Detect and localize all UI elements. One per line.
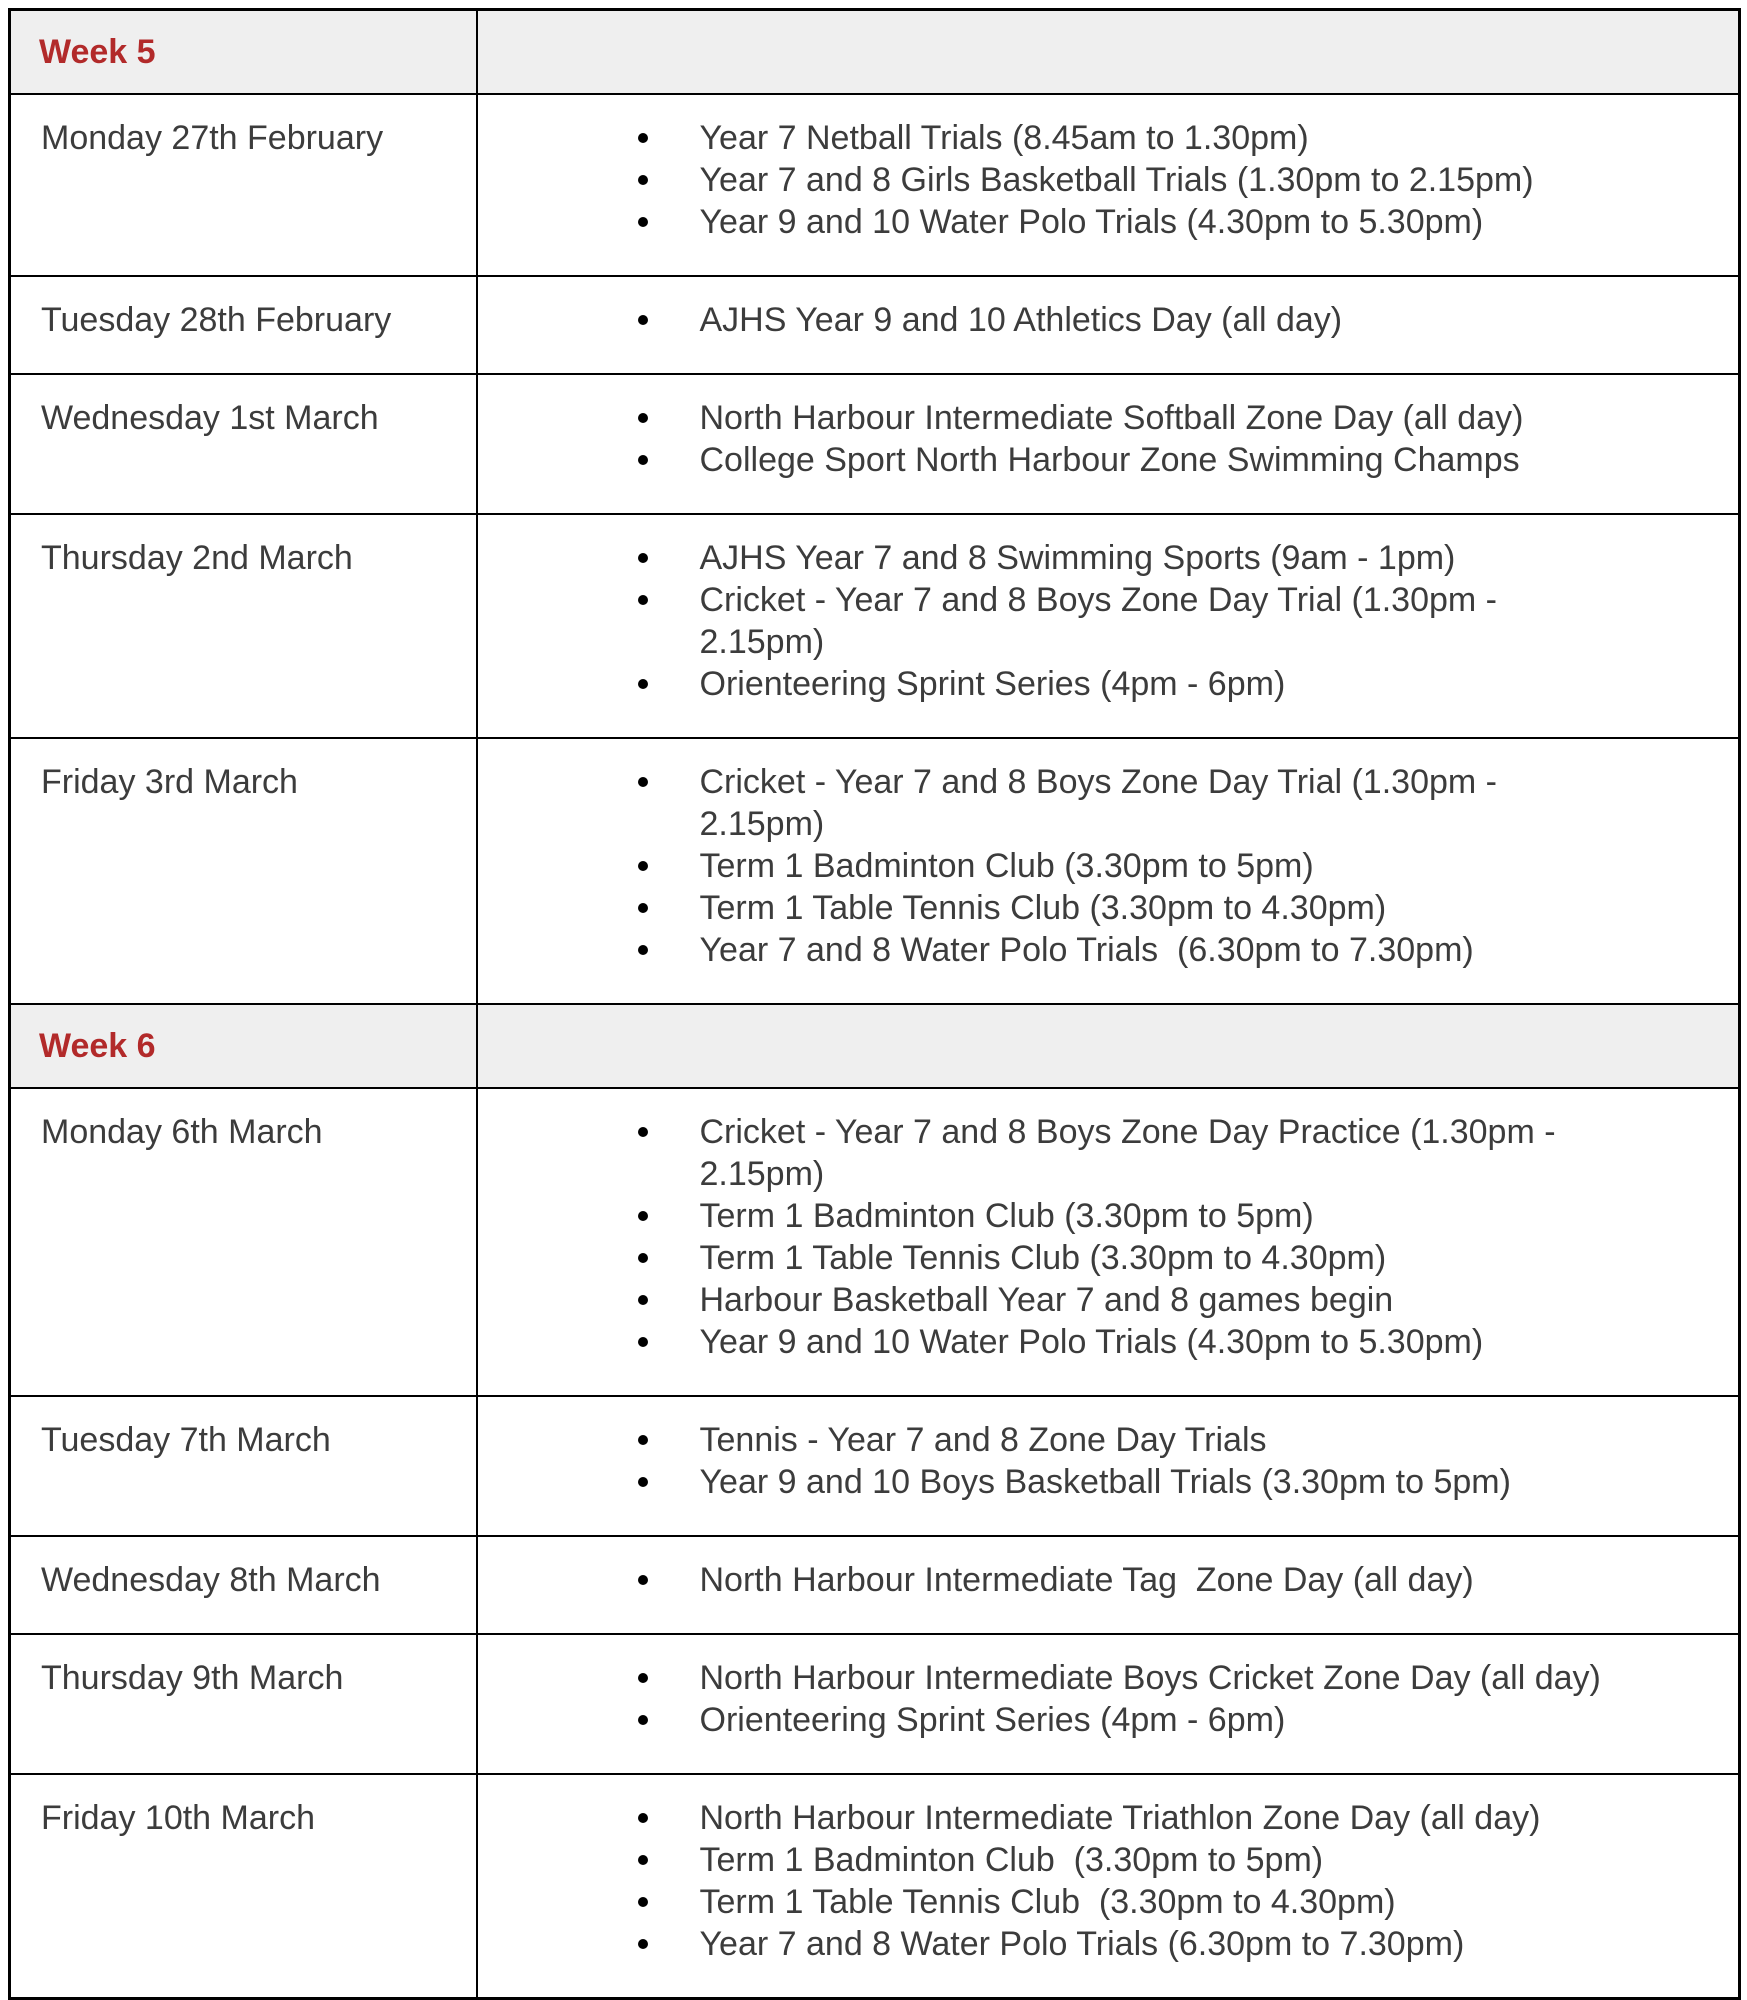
date-cell xyxy=(10,1634,477,1774)
events-cell xyxy=(477,374,1740,514)
event-item: Cricket - Year 7 and 8 Boys Zone Day Practice (1.30pm - 2.15pm) xyxy=(700,1111,1618,1195)
event-list xyxy=(478,397,1727,481)
event-item: North Harbour Intermediate Tag Zone Day (all day) xyxy=(700,1559,1618,1601)
event-item: Term 1 Table Tennis Club (3.30pm to 4.30pm) xyxy=(700,1881,1618,1923)
event-item: Term 1 Badminton Club (3.30pm to 5pm) xyxy=(700,1195,1618,1237)
event-item: North Harbour Intermediate Softball Zone Day (all day) xyxy=(700,397,1618,439)
week-header-row xyxy=(10,1004,1740,1088)
events-cell xyxy=(477,276,1740,374)
date-cell xyxy=(10,1774,477,1999)
sports-schedule-table xyxy=(8,8,1741,2000)
date-cell xyxy=(10,1536,477,1634)
date-label: Monday 6th March xyxy=(41,1113,323,1151)
event-item: Cricket - Year 7 and 8 Boys Zone Day Trial (1.30pm - 2.15pm) xyxy=(700,579,1618,663)
event-item: Term 1 Table Tennis Club (3.30pm to 4.30pm) xyxy=(700,887,1618,929)
event-item: Year 7 and 8 Girls Basketball Trials (1.30pm to 2.15pm) xyxy=(700,159,1618,201)
date-cell xyxy=(10,94,477,276)
event-item: North Harbour Intermediate Triathlon Zone Day (all day) xyxy=(700,1797,1618,1839)
schedule-day-row xyxy=(10,94,1740,276)
week-empty-cell xyxy=(477,1004,1740,1088)
event-list xyxy=(478,761,1727,971)
schedule-day-row xyxy=(10,514,1740,738)
date-cell xyxy=(10,1396,477,1536)
date-cell xyxy=(10,738,477,1004)
week-label-cell xyxy=(10,1004,477,1088)
date-cell xyxy=(10,1088,477,1396)
event-item: AJHS Year 9 and 10 Athletics Day (all day) xyxy=(700,299,1618,341)
event-item: Orienteering Sprint Series (4pm - 6pm) xyxy=(700,1699,1618,1741)
event-item: Tennis - Year 7 and 8 Zone Day Trials xyxy=(700,1419,1618,1461)
event-item: Orienteering Sprint Series (4pm - 6pm) xyxy=(700,663,1618,705)
event-item: Year 7 Netball Trials (8.45am to 1.30pm) xyxy=(700,117,1618,159)
schedule-day-row xyxy=(10,1396,1740,1536)
week-header-row xyxy=(10,10,1740,95)
date-label: Friday 3rd March xyxy=(41,763,298,801)
week-label-cell xyxy=(10,10,477,95)
week-empty-cell xyxy=(477,10,1740,95)
event-item: Term 1 Badminton Club (3.30pm to 5pm) xyxy=(700,1839,1618,1881)
events-cell xyxy=(477,514,1740,738)
event-item: Year 7 and 8 Water Polo Trials (6.30pm to 7.30pm) xyxy=(700,929,1618,971)
date-label: Tuesday 7th March xyxy=(41,1421,331,1459)
event-item: College Sport North Harbour Zone Swimming Champs xyxy=(700,439,1618,481)
events-cell xyxy=(477,1396,1740,1536)
event-list xyxy=(478,1419,1727,1503)
week-label: Week 5 xyxy=(39,33,156,71)
schedule-day-row xyxy=(10,374,1740,514)
events-cell xyxy=(477,738,1740,1004)
schedule-day-row xyxy=(10,276,1740,374)
event-item: Cricket - Year 7 and 8 Boys Zone Day Trial (1.30pm - 2.15pm) xyxy=(700,761,1618,845)
events-cell xyxy=(477,1088,1740,1396)
event-item: Year 7 and 8 Water Polo Trials (6.30pm to 7.30pm) xyxy=(700,1923,1618,1965)
events-cell xyxy=(477,94,1740,276)
date-cell xyxy=(10,514,477,738)
events-cell xyxy=(477,1774,1740,1999)
date-label: Friday 10th March xyxy=(41,1799,315,1837)
events-cell xyxy=(477,1634,1740,1774)
date-label: Monday 27th February xyxy=(41,119,384,157)
date-cell xyxy=(10,276,477,374)
date-label: Wednesday 1st March xyxy=(41,399,379,437)
schedule-day-row xyxy=(10,738,1740,1004)
schedule-table-body xyxy=(10,10,1740,1999)
date-label: Wednesday 8th March xyxy=(41,1561,381,1599)
event-list xyxy=(478,1797,1727,1965)
event-list xyxy=(478,1657,1727,1741)
date-cell xyxy=(10,374,477,514)
event-item: Term 1 Table Tennis Club (3.30pm to 4.30pm) xyxy=(700,1237,1618,1279)
events-cell xyxy=(477,1536,1740,1634)
date-label: Tuesday 28th February xyxy=(41,301,392,339)
event-item: AJHS Year 7 and 8 Swimming Sports (9am - 1pm) xyxy=(700,537,1618,579)
event-item: Term 1 Badminton Club (3.30pm to 5pm) xyxy=(700,845,1618,887)
schedule-day-row xyxy=(10,1774,1740,1999)
event-list xyxy=(478,117,1727,243)
event-item: Harbour Basketball Year 7 and 8 games begin xyxy=(700,1279,1618,1321)
event-item: Year 9 and 10 Water Polo Trials (4.30pm to 5.30pm) xyxy=(700,201,1618,243)
event-list xyxy=(478,299,1727,341)
event-list xyxy=(478,1559,1727,1601)
schedule-day-row xyxy=(10,1536,1740,1634)
date-label: Thursday 2nd March xyxy=(41,539,353,577)
schedule-day-row xyxy=(10,1088,1740,1396)
schedule-day-row xyxy=(10,1634,1740,1774)
event-list xyxy=(478,1111,1727,1363)
week-label: Week 6 xyxy=(39,1027,156,1065)
event-list xyxy=(478,537,1727,705)
date-label: Thursday 9th March xyxy=(41,1659,344,1697)
event-item: Year 9 and 10 Water Polo Trials (4.30pm to 5.30pm) xyxy=(700,1321,1618,1363)
event-item: Year 9 and 10 Boys Basketball Trials (3.30pm to 5pm) xyxy=(700,1461,1618,1503)
event-item: North Harbour Intermediate Boys Cricket Zone Day (all day) xyxy=(700,1657,1618,1699)
